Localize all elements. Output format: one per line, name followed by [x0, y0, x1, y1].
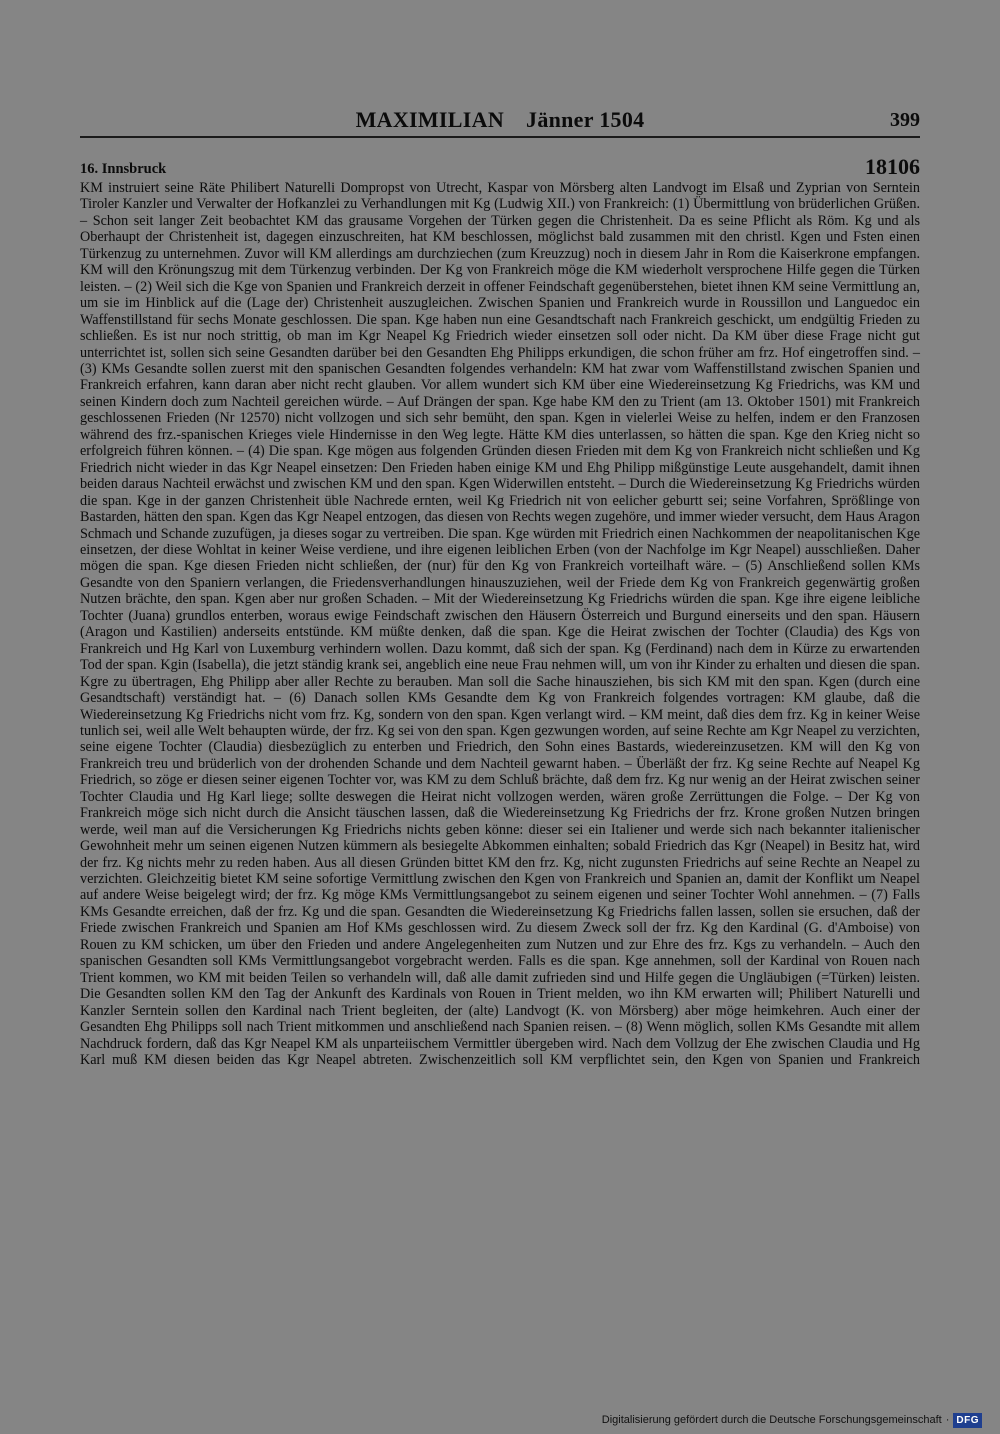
entry-body-text: KM instruiert seine Räte Philibert Naturelli Dompropst von Utrecht, Kaspar von Mörsberg alten Landvogt im Elsaß und Zyprian von Serntein Tiroler Kanzler und Verwalter der Hofkanzlei zu Verhandlungen mit Kg (Ludwig XII.) von Frankreich: (1) Übermittlung von brüderlichen Grüßen. – Schon seit langer Zeit beobachtet KM das grausame Vorgehen der Türken gegen die Christenheit. Da es seine Pflicht als Röm. Kg und als Oberhaupt der Christenheit ist, dagegen einzuschreiten, hat KM beschlossen, möglichst bald zusammen mit den christl. Kgen und Fsten einen Türkenzug zu unternehmen. Zuvor will KM allerdings am durchziechen (zum Kreuzzug) noch in diesem Jahr in Rom die Kaiserkrone empfangen. KM will den Krönungszug mit dem Türkenzug verbinden. Der Kg von Frankreich möge die KM wiederholt versprochene Hilfe gegen die Türken leisten. – (2) Weil sich die Kge von Spanien und Frankreich derzeit in offener Feindschaft gegenüberstehen, bietet ihnen KM seine Vermittlung an, um sie im Hinblick auf die (Lage der) Christenheit auszugleichen. Zwischen Spanien und Frankreich wurde in Roussillon und Languedoc ein Waffenstillstand für sechs Monate geschlossen. Die span. Kge haben nun eine Gesandtschaft nach Frankreich geschickt, um endgültig Frieden zu schließen. Es ist nur noch strittig, ob man im Kgr Neapel Kg Friedrich wieder einsetzen soll oder nicht. Da KM über diese Frage nicht gut unterrichtet ist, sollen sich seine Gesandten darüber bei den Gesandten Ehg Philipps erkundigen, die schon früher am frz. Hof eingetroffen sind. – (3) KMs Gesandte sollen zuerst mit den spanischen Gesandten folgendes verhandeln: KM hat zwar vom Waffenstillstand zwischen Spanien und Frankreich erfahren, kann daran aber nicht recht glauben. Vor allem wundert sich KM über eine Wiedereinsetzung Kg Friedrichs, was KM und seinen Kindern doch zum Nachteil gereichen würde. – Auf Drängen der span. Kge habe KM den zu Trient (am 13. Oktober 1501) mit Frankreich geschlossenen Frieden (Nr 12570) nicht vollzogen und sich sehr bemüht, den span. Kgen in vielerlei Weise zu helfen, indem er den Franzosen während des frz.-spanischen Krieges viele Hindernisse in den Weg legte. Hätte KM dies unterlassen, so hätten die span. Kge den Krieg nicht so erfolgreich führen können. – (4) Die span. Kge mögen aus folgenden Gründen diesen Frieden mit dem Kg von Frankreich nicht schließen und Kg Friedrich nicht wieder in das Kgr Neapel einsetzen: Den Frieden haben einige KM und Ehg Philipp mißgünstige Leute ausgehandelt, damit ihnen beiden daraus Nachteil erwächst und zwischen KM und den span. Kgen Widerwillen entsteht. – Durch die Wiedereinsetzung Kg Friedrichs würden die span. Kge in der ganzen Christenheit üble Nachrede ernten, weil Kg Friedrich nit von eelicher geburtt sei; seine Vorfahren, Sprößlinge von Bastarden, hätten den span. Kgen das Kgr Neapel entzogen, das diesen von Rechts wegen zugehöre, und immer wieder versucht, dem Haus Aragon Schmach und Schande zuzufügen, ja dieses sogar zu vertreiben. Die span. Kge würden mit Friedrich einen Nachkommen der neapolitanischen Kge einsetzen, der diese Wohltat in keiner Weise verdiene, und ihre eigenen leiblichen Erben (von der Nachfolge im Kgr Neapel) ausschließen. Daher mögen die span. Kge diesen Frieden nicht schließen, der (nur) für den Kg von Frankreich vorteilhaft wäre. – (5) Anschließend sollen KMs Gesandte von den Spaniern verlangen, die Friedensverhandlungen hinauszuziehen, weil der Friede dem Kg von Frankreich gegenwärtig großen Nutzen brächte, den span. Kgen aber nur großen Schaden. – Mit der Wiedereinsetzung Kg Friedrichs würden die span. Kge ihre eigene leibliche Tochter (Juana) grundlos enterben, woraus ewige Feindschaft zwischen den Häusern Österreich und Burgund einerseits und den span. Häusern (Aragon und Kastilien) anderseits entstünde. KM müßte denken, daß die span. Kge die Heirat zwischen der Tochter (Claudia) des Kgs von Frankreich und Hg Karl von Luxemburg verhindern wollen. Dazu kommt, daß sich der span. Kg (Ferdinand) nach dem in Kürze zu erwartenden Tod der span. Kgin (Isabella), die jetzt ständig krank sei, angeblich eine neue Frau nehmen will, um von ihr Kinder zu erhalten und diesen die span. Kgre zu übertragen, Ehg Philipp aber aller Rechte zu berauben. Man soll die Sache hinausziehen, bis sich KM mit den span. Kgen (durch eine Gesandtschaft) verständigt hat. – (6) Danach sollen KMs Gesandte dem Kg von Frankreich folgendes vortragen: KM glaube, daß die Wiedereinsetzung Kg Friedrichs nicht vom frz. Kg, sondern von den span. Kgen verlangt wird. – KM meint, daß dies dem frz. Kg in keiner Weise tunlich sei, weil alle Welt behaupten würde, der frz. Kg sei von den span. Kgen gezwungen worden, auf seine Rechte am Kgr Neapel zu verzichten, seine eigene Tochter (Claudia) diesbezüglich zu enterben und Friedrich, den Sohn eines Bastards, wiedereinzusetzen. KM will den Kg von Frankreich treu und brüderlich von der drohenden Schande und dem Nachteil gewarnt haben. – Überläßt der frz. Kg seine Rechte auf Neapel Kg Friedrich, so zöge er diesen seiner eigenen Tochter vor, was KM zu dem Schluß brächte, daß dem frz. Kg nur wenig an der Heirat zwischen seiner Tochter Claudia und Hg Karl liege; sollte deswegen die Heirat nicht vollzogen werden, wären große Zerrüttungen die Folge. – Der Kg von Frankreich möge sich nicht durch die Ansicht täuschen lassen, daß die Wiedereinsetzung Kg Friedrichs der frz. Krone großen Nutzen bringen werde, weil man auf die Versicherungen Kg Friedrichs nichts geben könne: dieser sei ein Italiener und werde sich nach bekannter italienischer Gewohnheit mehr um seinen eigenen Nutzen kümmern als besiegelte Abkommen einhalten; sobald Friedrich das Kgr (Neapel) in Besitz hat, wird der frz. Kg nichts mehr zu reden haben. Aus all diesen Gründen bittet KM den frz. Kg, nicht zugunsten Friedrichs auf seine Rechte an Neapel zu verzichten. Gleichzeitig bietet KM seine sofortige Vermittlung zwischen den Kgen von Frankreich und Spanien an, damit der Konflikt um Neapel auf andere Weise beigelegt wird; der frz. Kg möge KMs Vermittlungsangebot zu seinem eigenen und seiner Tochter Wohl annehmen. – (7) Falls KMs Gesandte erreichen, daß der frz. Kg und die span. Gesandten die Wiedereinsetzung Kg Friedrichs fallen lassen, sollen sie ersuchen, daß der Friede zwischen Frankreich und Spanien am Hof KMs geschlossen wird. Zu diesem Zweck soll der frz. Kg den Kardinal (G. d'Amboise) von Rouen zu KM schicken, um über den Frieden und andere Angelegenheiten zum Nutzen und zur Ehre des frz. Kgs zu verhandeln. – Auch den spanischen Gesandten soll KMs Vermittlungsangebot vorgebracht werden. Falls es die span. Kge annehmen, soll der Kardinal von Rouen nach Trient kommen, wo KM mit beiden Teilen so verhandeln will, daß alle damit zufrieden sind und Hilfe gegen die Ungläubigen (=Türken) leisten. Die Gesandten sollen KM den Tag der Ankunft des Kardinals von Rouen in Trient melden, wo ihn KM erwarten will; Philibert Naturelli und Kanzler Serntein sollen den Kardinal nach Trient begleiten, der (alte) Landvogt (K. von Mörsberg) aber möge heimkehren. Auch einer der Gesandten Ehg Philipps soll nach Trient mitkommen und anschließend nach Spanien reisen. – (8) Wenn möglich, sollen KMs Gesandte mit allem Nachdruck fordern, daß das Kgr Neapel KM als unparteiischem Vermittler übergeben wird. Nach dem Vollzug der Ehe zwischen Claudia und Hg Karl muß KM diesen beiden das Kgr Neapel abtreten. Zwischenzeitlich soll KM verpflichtet sein, den Kgen von Spanien und Frankreich	[80, 180, 920, 1069]
running-title-left: MAXIMILIAN	[355, 107, 505, 132]
register-number: 18106	[865, 154, 920, 179]
entry-header	[80, 154, 920, 180]
dfg-logo-icon: DFG	[953, 1413, 982, 1428]
page-number: 399	[890, 109, 920, 131]
running-title	[80, 106, 920, 134]
footer-credit	[602, 1410, 982, 1430]
running-title-right: Jänner 1504	[526, 107, 645, 132]
footer-separator: ·	[945, 1414, 950, 1426]
footer-credit-text: Digitalisierung gefördert durch die Deutsche Forschungsgemeinschaft	[601, 1414, 942, 1426]
entry-place: 16. Innsbruck	[80, 161, 167, 177]
running-head	[80, 106, 920, 138]
